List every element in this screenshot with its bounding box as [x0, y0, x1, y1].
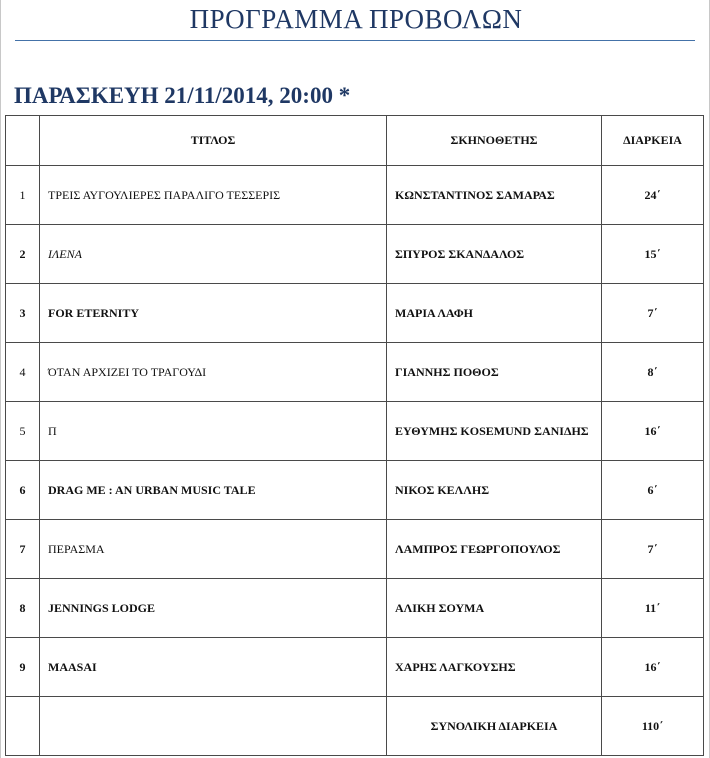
column-header-title: ΤΙΤΛΟΣ: [40, 116, 387, 166]
table-row: [6, 225, 704, 284]
film-duration: 16΄: [602, 402, 704, 461]
film-title: FOR ETERNITY: [40, 284, 387, 343]
film-duration: 16΄: [602, 638, 704, 697]
total-empty-cell: [40, 697, 387, 756]
row-number: 5: [6, 402, 40, 461]
row-number: 9: [6, 638, 40, 697]
total-duration: 110΄: [602, 697, 704, 756]
film-director: ΧΑΡΗΣ ΛΑΓΚΟΥΣΗΣ: [387, 638, 602, 697]
column-header-director: ΣΚΗΝΟΘΕΤΗΣ: [387, 116, 602, 166]
film-director: ΣΠΥΡΟΣ ΣΚΑΝΔΑΛΟΣ: [387, 225, 602, 284]
title-divider: [15, 40, 695, 41]
film-title: MAASAI: [40, 638, 387, 697]
total-label: ΣΥΝΟΛΙΚΗ ΔΙΑΡΚΕΙΑ: [387, 697, 602, 756]
total-empty-cell: [6, 697, 40, 756]
table-header-row: [6, 116, 704, 166]
film-duration: 24΄: [602, 166, 704, 225]
film-duration: 8΄: [602, 343, 704, 402]
film-director: ΜΑΡΙΑ ΛΑΦΗ: [387, 284, 602, 343]
film-duration: 11΄: [602, 579, 704, 638]
table-row: [6, 461, 704, 520]
table-row: [6, 166, 704, 225]
film-duration: 15΄: [602, 225, 704, 284]
film-director: ΕΥΘΥΜΗΣ KOSEMUND ΣΑΝΙΔΗΣ: [387, 402, 602, 461]
row-number: 3: [6, 284, 40, 343]
film-duration: 7΄: [602, 284, 704, 343]
film-title: DRAG ME : AN URBAN MUSIC TALE: [40, 461, 387, 520]
film-title: Π: [40, 402, 387, 461]
row-number: 8: [6, 579, 40, 638]
row-number: 1: [6, 166, 40, 225]
film-director: ΛΑΜΠΡΟΣ ΓΕΩΡΓΟΠΟΥΛΟΣ: [387, 520, 602, 579]
film-director: ΑΛΙΚΗ ΣΟΥΜΑ: [387, 579, 602, 638]
column-header-duration: ΔΙΑΡΚΕΙΑ: [602, 116, 704, 166]
film-title: ΙΛΕΝΑ: [40, 225, 387, 284]
row-number: 7: [6, 520, 40, 579]
table-row: [6, 343, 704, 402]
table-row: [6, 284, 704, 343]
film-director: ΚΩΝΣΤΑΝΤΙΝΟΣ ΣΑΜΑΡΑΣ: [387, 166, 602, 225]
table-row: [6, 402, 704, 461]
film-duration: 7΄: [602, 520, 704, 579]
film-duration: 6΄: [602, 461, 704, 520]
table-row: [6, 638, 704, 697]
session-heading: ΠΑΡΑΣΚΕΥΗ 21/11/2014, 20:00 *: [14, 83, 351, 108]
screening-table: [5, 115, 704, 756]
film-director: ΝΙΚΟΣ ΚΕΛΛΗΣ: [387, 461, 602, 520]
film-director: ΓΙΑΝΝΗΣ ΠΟΘΟΣ: [387, 343, 602, 402]
row-number: 6: [6, 461, 40, 520]
film-title: ΠΕΡΑΣΜΑ: [40, 520, 387, 579]
column-header-number: [6, 116, 40, 166]
table-row: [6, 579, 704, 638]
table-row: [6, 520, 704, 579]
film-title: JENNINGS LODGE: [40, 579, 387, 638]
row-number: 4: [6, 343, 40, 402]
row-number: 2: [6, 225, 40, 284]
film-title: ΌΤΑΝ ΑΡΧΙΖΕΙ ΤΟ ΤΡΑΓΟΥΔΙ: [40, 343, 387, 402]
total-row: [6, 697, 704, 756]
film-title: ΤΡΕΙΣ ΑΥΓΟΥΛΙΕΡΕΣ ΠΑΡΑΛΙΓΟ ΤΕΣΣΕΡΙΣ: [40, 166, 387, 225]
page-title: ΠΡΟΓΡΑΜΜΑ ΠΡΟΒΟΛΩΝ: [189, 4, 523, 34]
